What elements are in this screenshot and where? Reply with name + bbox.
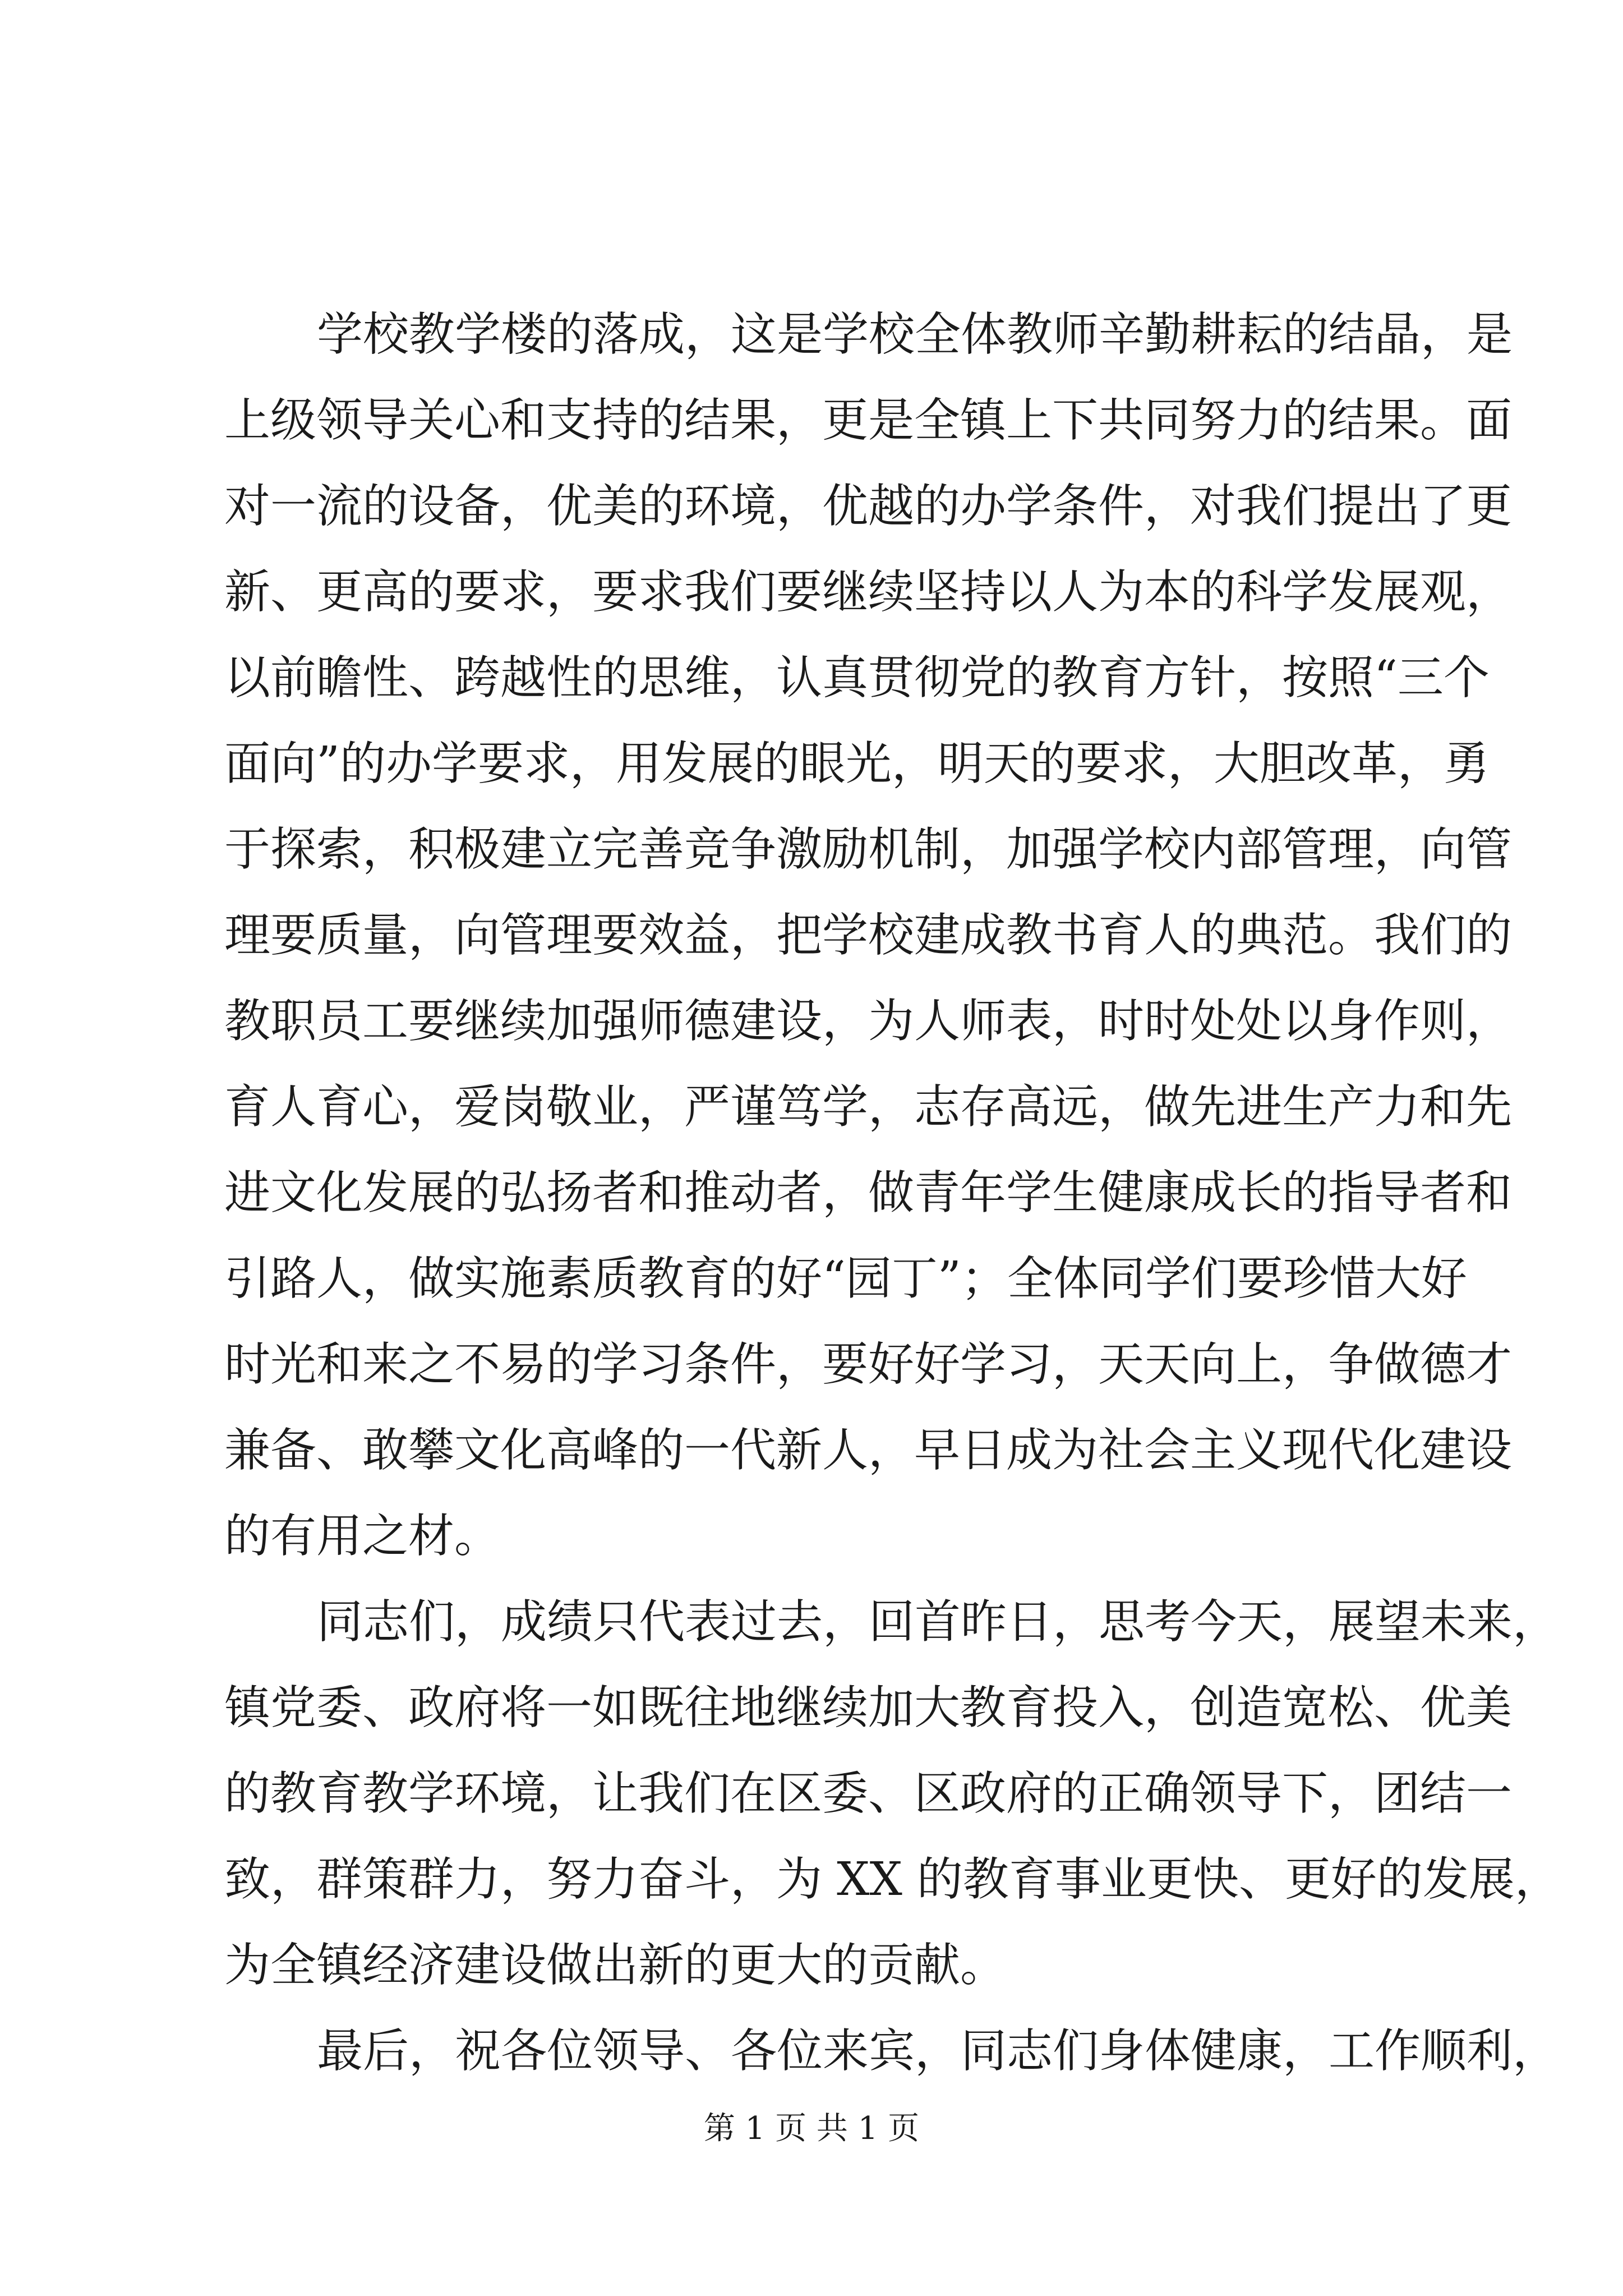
document-body [224,292,1561,2094]
text-line: 对一流的设备，优美的环境，优越的办学条件，对我们提出了更 [224,480,1513,533]
page-number-label: 第 1 页 共 1 页 [703,2110,920,2147]
text-line: 镇党委、政府将一如既往地继续加大教育投入，创造宽松、优美 [224,1681,1513,1734]
paragraph-1 [224,292,1513,1579]
text-line: 时光和来之不易的学习条件，要好好学习，天天向上，争做德才 [224,1338,1513,1391]
page-footer [0,2104,1623,2148]
text-line: 最后，祝各位领导、各位来宾，同志们身体健康，工作顺利， [317,2024,1559,2078]
paragraph-3 [224,2008,1559,2094]
text-line: 理要质量，向管理要效益，把学校建成教书育人的典范。我们的 [224,909,1513,962]
text-line: 进文化发展的弘扬者和推动者，做青年学生健康成长的指导者和 [224,1166,1513,1220]
text-line: 学校教学楼的落成，这是学校全体教师辛勤耕耘的结晶，是 [317,308,1513,361]
text-line: 为全镇经济建设做出新的更大的贡献。 [224,1939,1007,1992]
text-line: 上级领导关心和支持的结果，更是全镇上下共同努力的结果。面 [224,394,1513,447]
text-line: 的教育教学环境，让我们在区委、区政府的正确领导下，团结一 [224,1767,1513,1820]
text-line: 引路人，做实施素质教育的好“园丁”；全体同学们要珍惜大好 [224,1252,1467,1305]
text-line: 新、更高的要求，要求我们要继续坚持以人为本的科学发展观， [224,565,1513,619]
text-line: 同志们，成绩只代表过去，回首昨日，思考今天，展望未来， [317,1595,1559,1649]
text-line: 教职员工要继续加强师德建设，为人师表，时时处处以身作则， [224,995,1513,1048]
text-line: 兼备、敢攀文化高峰的一代新人，早日成为社会主义现代化建设 [224,1424,1513,1477]
text-line: 面向”的办学要求，用发展的眼光，明天的要求，大胆改革，勇 [224,737,1490,790]
paragraph-2 [224,1579,1561,2008]
text-line: 的有用之材。 [224,1510,501,1563]
text-line: 于探索，积极建立完善竞争激励机制，加强学校内部管理，向管 [224,823,1513,876]
text-line: 以前瞻性、跨越性的思维，认真贯彻党的教育方针，按照“三个 [224,651,1490,705]
text-line: 育人育心，爱岗敬业，严谨笃学，志存高远，做先进生产力和先 [224,1080,1513,1134]
text-line: 致，群策群力，努力奋斗，为 XX 的教育事业更快、更好的发展， [224,1853,1561,1906]
